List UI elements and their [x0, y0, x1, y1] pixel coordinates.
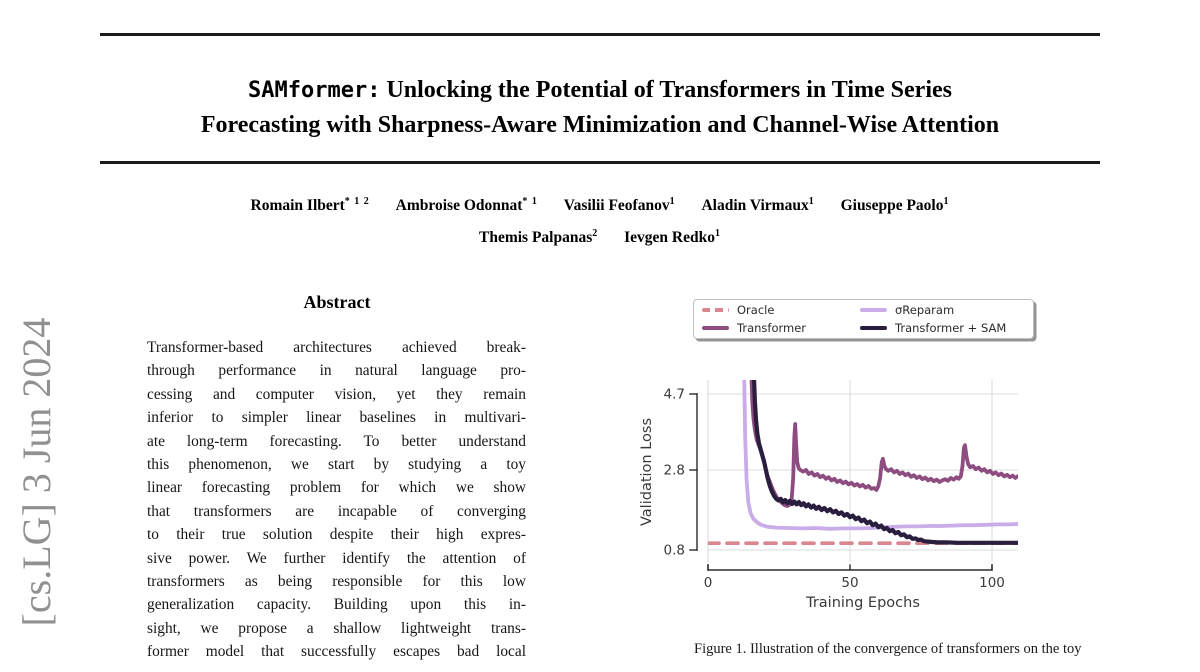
- abstract-line: ate long-term forecasting. To better understand: [147, 432, 526, 450]
- svg-text:0: 0: [703, 575, 713, 591]
- legend-item-transformer: [702, 321, 860, 335]
- abstract-line: inferior to simpler linear baselines in multivari-: [147, 409, 526, 427]
- svg-text:0.8: 0.8: [663, 542, 685, 559]
- validation-loss-chart: [630, 345, 1060, 625]
- legend-item-oracle: [702, 303, 860, 317]
- figure-caption-clipped: Figure 1. Illustration of the convergence of transformers on the toy: [694, 641, 1082, 657]
- legend-item-sigmareparam: [860, 303, 1025, 317]
- transformer-line-swatch: [702, 326, 729, 330]
- abstract-line: that transformers are incapable of converging: [147, 502, 526, 520]
- svg-text:4.7: 4.7: [663, 386, 685, 403]
- author: Themis Palpanas$^2$: [479, 228, 599, 247]
- abstract-line: this phenomenon, we start by studying a toy: [147, 455, 526, 473]
- title-line-2: Forecasting with Sharpness-Aware Minimization and Channel-Wise Attention: [200, 112, 1000, 138]
- x-axis-label: Training Epochs: [806, 595, 920, 611]
- abstract-line: Transformer-based architectures achieved break-: [147, 339, 526, 356]
- author-line-2: [100, 228, 1100, 247]
- oracle-line-swatch: [702, 308, 729, 312]
- arxiv-category-date-stamp: [cs.LG] 3 Jun 2024: [14, 317, 59, 627]
- abstract-line: to their true solution despite their high expres-: [147, 526, 526, 544]
- abstract-heading: Abstract: [303, 292, 371, 312]
- author: Ievgen Redko$^1$: [624, 228, 721, 247]
- chart-tick-labels: [664, 387, 1005, 592]
- author-line-1: [100, 196, 1100, 215]
- abstract-line-clipped: former model that successfully escapes bad local: [147, 643, 526, 661]
- legend-item-transformer-sam: [860, 321, 1025, 335]
- abstract-line: sive power. We further identify the attention of: [147, 549, 526, 567]
- abstract-line: through performance in natural language pro-: [147, 362, 526, 380]
- svg-text:2.8: 2.8: [663, 462, 685, 479]
- abstract-line: linear forecasting problem for which we show: [147, 479, 526, 497]
- abstract-line: cessing and computer vision, yet they remain: [147, 385, 526, 403]
- author: Vasilii Feofanov$^1$: [563, 196, 676, 215]
- chart-legend: [693, 299, 1034, 339]
- chart-series: [708, 370, 1018, 543]
- legend-label: Transformer: [737, 321, 807, 335]
- author: Ambroise Odonnat$^{* 1}$: [395, 196, 538, 215]
- abstract-line: generalization capacity. Building upon this in-: [147, 596, 526, 614]
- top-rule: [100, 33, 1100, 36]
- title-code-word: SAMformer:: [248, 78, 381, 103]
- legend-label: Oracle: [737, 303, 775, 317]
- author: Giuseppe Paolo$^1$: [840, 196, 950, 215]
- y-axis-label: Validation Loss: [639, 417, 655, 527]
- sigmareparam-line-swatch: [860, 308, 887, 312]
- abstract-line: sight, we propose a shallow lightweight trans-: [147, 619, 526, 637]
- author: Aladin Virmaux$^1$: [701, 196, 815, 215]
- abstract-line: transformers as being responsible for this low: [147, 572, 526, 590]
- transformer-sam-line-swatch: [860, 326, 887, 330]
- svg-text:50: 50: [841, 575, 859, 591]
- series-Transformer: [751, 370, 1017, 506]
- author: Romain Ilbert$^{* 1 2}$: [250, 196, 370, 215]
- abstract-body: [147, 336, 526, 663]
- title-line-1: SAMformer: Unlocking the Potential of Transformers in Time Series: [248, 77, 952, 103]
- legend-label: Transformer + SAM: [895, 321, 1007, 335]
- legend-label: σReparam: [895, 303, 955, 317]
- svg-text:100: 100: [979, 575, 1005, 591]
- title-bottom-rule: [100, 161, 1100, 164]
- paper-title: [100, 73, 1100, 143]
